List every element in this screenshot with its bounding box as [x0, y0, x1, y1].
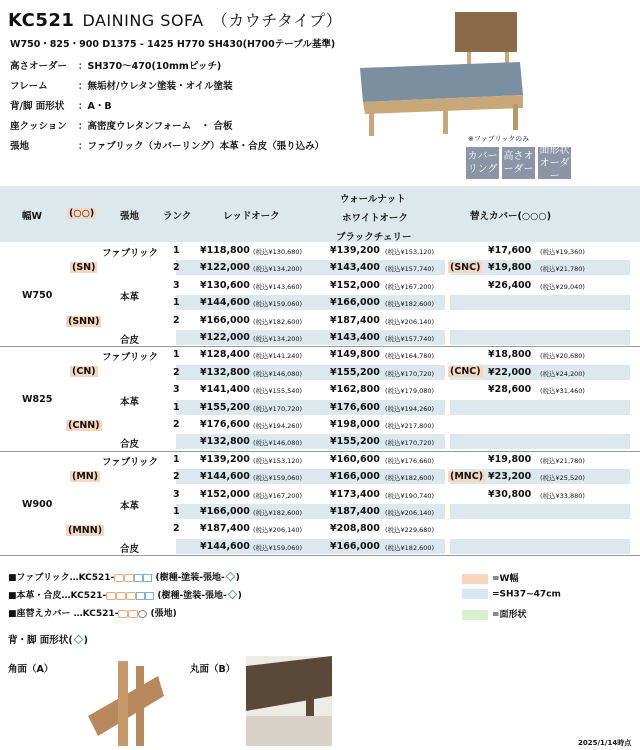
fabric-code: (CN): [72, 366, 96, 378]
rank: 1: [173, 349, 180, 361]
col-fabric: 張地: [120, 211, 140, 222]
key-face: [462, 607, 527, 620]
diamond-icon: [227, 590, 237, 600]
price-cover: ¥26,400: [488, 279, 532, 291]
price-oak-tax: (税込¥159,060): [253, 543, 303, 552]
blue-swatch-icon: [462, 589, 488, 599]
price-walnut-tax: (税込¥190,740): [385, 491, 435, 500]
leather-code: (CNN): [68, 420, 100, 432]
price-oak: ¥144,600: [200, 540, 250, 552]
spec-key: フレーム: [10, 80, 48, 92]
rank: 2: [173, 419, 180, 430]
price-oak-tax: (税込¥159,060): [253, 300, 303, 309]
price-cover-tax: (税込¥20,680): [540, 352, 585, 361]
rank: 2: [173, 471, 180, 483]
price-walnut-tax: (税込¥229,680): [385, 526, 435, 535]
price-oak-tax: (税込¥167,200): [253, 491, 303, 500]
price-cover: ¥22,000: [488, 366, 532, 378]
product-name: DAINING SOFA: [82, 11, 204, 30]
price-walnut-tax: (税込¥157,740): [385, 335, 435, 343]
price-oak: ¥122,000: [200, 262, 250, 274]
key-sh-label: =SH37~47cm: [492, 589, 561, 600]
price-cover-tax: (税込¥21,780): [540, 265, 585, 274]
price-oak: ¥144,600: [200, 297, 250, 309]
fabric-code: (MN): [72, 470, 99, 482]
material-label: ファブリック: [102, 248, 159, 259]
price-walnut-tax: (税込¥170,720): [385, 439, 435, 448]
price-oak-tax: (税込¥155,540): [253, 387, 303, 396]
material-label: 合皮: [120, 439, 140, 451]
peach-swatch-icon: [462, 574, 488, 584]
legend-fabric: ■ファブリック: [8, 573, 70, 583]
price-walnut: ¥143,400: [330, 262, 380, 274]
col-black-cherry: ブラックチェリー: [336, 232, 412, 243]
price-oak: ¥122,000: [200, 332, 250, 343]
price-cover-tax: (税込¥25,520): [540, 474, 585, 483]
price-oak-tax: (税込¥141,240): [253, 352, 303, 361]
green-swatch-icon: [462, 610, 488, 620]
blue-box-icon: [136, 592, 145, 600]
price-oak-tax: (税込¥153,120): [253, 456, 303, 465]
backleg-text: 背・脚 面形状: [8, 635, 69, 646]
peach-box-icon: [128, 610, 138, 618]
price-oak-tax: (税込¥194,260): [253, 422, 303, 430]
price-oak-tax: (税込¥143,660): [253, 282, 303, 291]
price-walnut: ¥160,600: [330, 453, 380, 465]
date-stamp: 2025/1/14時点: [578, 739, 632, 747]
peach-box-icon: [124, 574, 134, 582]
price-oak: ¥166,000: [200, 506, 250, 517]
col-white-oak: ホワイトオーク: [342, 213, 408, 224]
table-row: [0, 503, 640, 520]
chip-covering: カバーリング: [466, 147, 499, 179]
table-row: [0, 396, 640, 416]
legend-row: [8, 606, 242, 624]
price-oak-tax: (税込¥130,680): [253, 248, 303, 256]
price-walnut: ¥198,000: [330, 419, 380, 430]
key-width-label: =W幅: [492, 574, 519, 584]
cover-code: (SNC): [450, 262, 481, 273]
price-walnut-tax: (税込¥176,660): [385, 456, 435, 465]
spec-value: ：高密度ウレタンフォーム ・ 合板: [78, 120, 233, 132]
price-oak: ¥176,600: [200, 419, 250, 430]
square-edge-photo: [78, 656, 164, 746]
backleg-label: 背・脚 面形状( ): [8, 635, 88, 646]
spec-value: ：SH370～470(10mmピッチ): [78, 60, 222, 72]
rank: 1: [173, 297, 180, 309]
spec-key: 高さオーダー: [10, 60, 68, 72]
legend-row: [8, 570, 242, 588]
price-walnut-tax: (税込¥206,140): [385, 317, 435, 326]
price-cover: ¥28,600: [488, 384, 532, 396]
width-label: W900: [22, 498, 53, 510]
diamond-icon: [225, 572, 235, 582]
code-legend: [8, 570, 242, 624]
width-label: W825: [22, 394, 53, 406]
product-type: （カウチタイプ）: [211, 11, 343, 30]
rank: 2: [173, 523, 180, 535]
rank: 1: [173, 453, 180, 465]
col-walnut: ウォールナット: [340, 194, 406, 205]
table-row: [0, 451, 640, 468]
price-oak-tax: (税込¥134,200): [253, 265, 303, 274]
price-oak: ¥118,800: [200, 245, 250, 256]
price-oak: ¥130,600: [200, 279, 250, 291]
legend-cover-code: …KC521-: [73, 609, 119, 619]
price-walnut: ¥152,000: [330, 279, 380, 291]
table-row: [0, 329, 640, 346]
price-oak: ¥132,800: [200, 366, 250, 378]
price-cover-tax: (税込¥19,360): [540, 248, 585, 256]
page-title: [8, 8, 342, 31]
price-oak-tax: (税込¥159,060): [253, 474, 303, 483]
sofa-backrest: [455, 12, 517, 52]
table-header: [0, 186, 640, 242]
sofa-leg: [369, 110, 374, 136]
price-walnut-tax: (税込¥182,600): [385, 474, 435, 483]
table-row: [0, 294, 640, 311]
price-oak: ¥166,000: [200, 314, 250, 326]
price-oak: ¥144,600: [200, 471, 250, 483]
price-walnut: ¥176,600: [330, 401, 380, 413]
blue-box-icon: [145, 592, 154, 600]
price-cover-tax: (税込¥29,040): [540, 282, 585, 291]
peach-box-icon: [116, 592, 126, 600]
blue-box-icon: [134, 574, 143, 582]
price-cover-tax: (税込¥21,780): [540, 456, 585, 465]
price-oak-tax: (税込¥134,200): [253, 335, 303, 343]
price-cover-tax: (税込¥31,460): [540, 387, 585, 396]
price-oak-tax: (税込¥146,080): [253, 439, 303, 448]
face-a-label: 角面（A）: [8, 664, 54, 675]
rank: 2: [173, 314, 180, 326]
spec-row: [10, 102, 335, 122]
spec-key: 背/脚 面形状: [10, 100, 65, 112]
peach-box-icon: [126, 592, 136, 600]
col-rank: ランク: [163, 211, 192, 222]
price-walnut-tax: (税込¥153,120): [385, 248, 435, 256]
price-cover: ¥18,800: [488, 349, 532, 361]
col-red-oak: レッドオーク: [223, 211, 280, 222]
rank: 2: [173, 366, 180, 378]
key-width: [462, 571, 518, 584]
leather-code: (SNN): [68, 316, 100, 327]
legend-leather-suffix: (樹種-塗装-張地-: [157, 591, 227, 601]
spec-value: ：無垢材/ウレタン塗装・オイル塗装: [78, 80, 233, 92]
price-oak: ¥155,200: [200, 401, 250, 413]
price-oak: ¥152,000: [200, 488, 250, 500]
price-oak-tax: (税込¥182,600): [253, 509, 303, 517]
option-chips: [466, 144, 571, 182]
fabric-note: ※ファブリックのみ: [468, 135, 530, 143]
blue-box-icon: [143, 574, 152, 582]
price-walnut: ¥155,200: [330, 436, 380, 448]
fabric-code: (SN): [72, 262, 96, 273]
price-walnut: ¥187,400: [330, 506, 380, 517]
spec-row: [10, 62, 335, 82]
peach-box-icon: [118, 610, 128, 618]
spec-list: [10, 40, 335, 162]
price-walnut: ¥208,800: [330, 523, 380, 535]
price-cover: ¥19,800: [488, 453, 532, 465]
dimensions: W750・825・900 D1375 - 1425 H770 SH430(H700テーブル基準): [10, 39, 336, 50]
table-row: [0, 381, 640, 398]
spec-row: [10, 82, 335, 102]
spec-key: 張地: [10, 140, 30, 152]
diamond-icon: [73, 635, 83, 645]
price-walnut-tax: (税込¥182,600): [385, 300, 435, 309]
price-walnut: ¥143,400: [330, 332, 380, 343]
price-cover-tax: (税込¥24,200): [540, 369, 585, 378]
spec-value: ：ファブリック（カバーリング）本革・合皮（張り込み）: [78, 140, 325, 152]
rank: 1: [173, 506, 180, 517]
material-label: ファブリック: [102, 456, 159, 468]
material-label: 合皮: [120, 543, 140, 555]
price-oak: ¥187,400: [200, 523, 250, 535]
material-label: 本革: [120, 292, 140, 304]
price-walnut-tax: (税込¥206,140): [385, 509, 435, 517]
rank: 3: [173, 488, 180, 500]
sofa-seat-cushion: [360, 62, 523, 102]
legend-fabric-suffix: (樹種-塗装-張地-: [155, 573, 225, 583]
table-row: [0, 242, 640, 259]
rank: 1: [173, 245, 180, 256]
table-row: [0, 538, 640, 555]
price-oak-tax: (税込¥182,600): [253, 317, 303, 326]
price-walnut: ¥166,000: [330, 471, 380, 483]
spec-row: [10, 122, 335, 142]
price-walnut: ¥173,400: [330, 488, 380, 500]
price-oak: ¥139,200: [200, 453, 250, 465]
price-oak-tax: (税込¥170,720): [253, 404, 303, 413]
price-cover: ¥17,600: [488, 245, 532, 256]
key-sh: [462, 589, 561, 600]
legend-leather-code: …KC521-: [61, 591, 107, 601]
price-walnut: ¥187,400: [330, 314, 380, 326]
price-walnut-tax: (税込¥157,740): [385, 265, 435, 274]
rank: 1: [173, 401, 180, 413]
price-walnut-tax: (税込¥179,080): [385, 387, 435, 396]
price-walnut: ¥149,800: [330, 349, 380, 361]
legend-cover: ■座替えカバー: [8, 609, 71, 619]
rank: 2: [173, 262, 180, 274]
price-walnut: ¥155,200: [330, 366, 380, 378]
table-row: [0, 346, 640, 363]
legend-row: [8, 588, 242, 606]
price-cover: ¥30,800: [488, 488, 532, 500]
chip-height-order: 高さオーダー: [502, 147, 535, 179]
key-face-label: =面形状: [492, 610, 527, 620]
rank: 3: [173, 384, 180, 396]
col-cover: 替えカバー(○○○): [470, 211, 552, 222]
cover-code: (MNC): [450, 470, 484, 482]
legend-leather: ■本革・合皮: [8, 591, 62, 601]
group-divider: [0, 555, 640, 556]
round-edge-photo: [246, 656, 332, 746]
spec-key: 座クッション: [10, 120, 67, 132]
face-b-label: 丸面（B）: [190, 664, 236, 675]
circle-icon: [138, 610, 147, 618]
legend-close: ): [237, 591, 242, 601]
spec-value: ：A・B: [78, 100, 112, 112]
peach-box-icon: [114, 574, 124, 582]
peach-box-icon: [106, 592, 116, 600]
price-walnut: ¥166,000: [330, 540, 380, 552]
price-walnut-tax: (税込¥217,800): [385, 422, 435, 430]
sofa-leg: [443, 108, 448, 134]
cover-code: (CNC): [450, 366, 481, 378]
rank: 3: [173, 279, 180, 291]
price-walnut-tax: (税込¥182,600): [385, 543, 435, 552]
price-walnut: ¥166,000: [330, 297, 380, 309]
price-cover: ¥23,200: [488, 471, 532, 483]
sofa-leg: [513, 104, 518, 130]
material-label: 本革: [120, 501, 140, 512]
col-width: 幅W: [22, 211, 42, 222]
table-row: [0, 433, 640, 450]
price-oak-tax: (税込¥146,080): [253, 369, 303, 378]
price-walnut-tax: (税込¥194,260): [385, 404, 435, 413]
price-cover-tax: (税込¥33,880): [540, 491, 585, 500]
spec-row: [10, 142, 335, 162]
price-cover: ¥19,800: [488, 262, 532, 274]
material-label: 合皮: [120, 335, 140, 346]
col-code: (○○): [69, 208, 95, 219]
price-walnut-tax: (税込¥170,720): [385, 369, 435, 378]
material-label: ファブリック: [102, 352, 159, 364]
table-row: [0, 486, 640, 503]
price-walnut: ¥162,800: [330, 384, 380, 396]
price-walnut: ¥139,200: [330, 245, 380, 256]
legend-fabric-code: …KC521-: [69, 573, 115, 583]
price-walnut-tax: (税込¥164,780): [385, 352, 435, 361]
legend-cover-suffix: (張地): [150, 609, 177, 619]
price-walnut-tax: (税込¥167,200): [385, 282, 435, 291]
leather-code: (MNN): [68, 524, 103, 536]
chip-face-order: 面形状オーダー: [539, 144, 570, 182]
material-label: 本革: [120, 396, 140, 408]
width-label: W750: [22, 290, 53, 301]
price-oak-tax: (税込¥206,140): [253, 526, 303, 535]
price-oak: ¥128,400: [200, 349, 250, 361]
table-row: [0, 277, 640, 294]
sofa-product-image: [355, 10, 530, 140]
price-oak: ¥132,800: [200, 436, 250, 448]
price-oak: ¥141,400: [200, 384, 250, 396]
model-number: KC521: [8, 10, 75, 31]
legend-close: ): [235, 573, 240, 583]
